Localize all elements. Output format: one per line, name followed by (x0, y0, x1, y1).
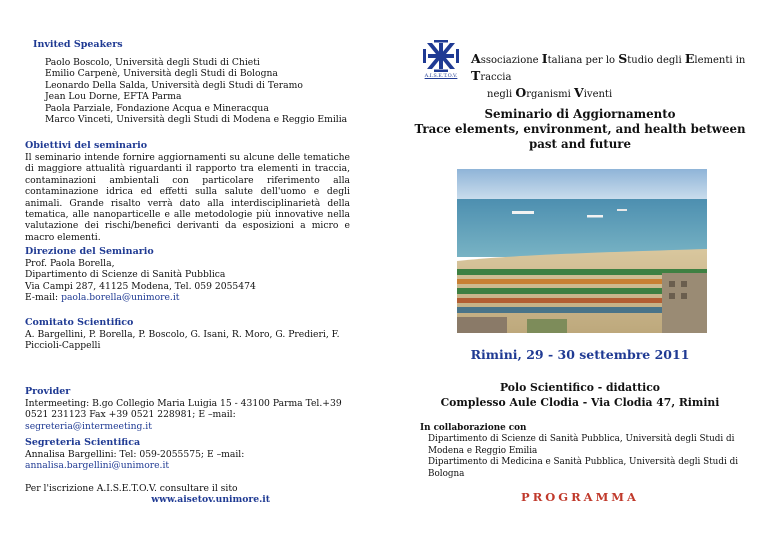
association-initial: V (574, 85, 584, 100)
venue-line: Complesso Aule Clodia - Via Clodia 47, Rimini (440, 396, 720, 409)
association-name (471, 51, 746, 102)
registration-text: Per l'iscrizione A.I.S.E.T.O.V. consultare il sito (25, 483, 238, 494)
committee-title: Comitato Scientifico (25, 317, 134, 328)
provider-title: Provider (25, 386, 71, 397)
seminar-title (410, 107, 750, 152)
secretariat-email-link[interactable]: annalisa.bargellini@unimore.it (25, 460, 170, 472)
association-word: raccia (480, 72, 512, 83)
association-initial: A (471, 51, 481, 66)
logo-caption: A.I.S.E.T.O.V. (424, 73, 458, 79)
association-word: taliana per lo (547, 55, 619, 66)
association-word: tudio degli (627, 55, 685, 66)
aisetov-logo-icon (419, 40, 463, 86)
association-initial: I (541, 51, 548, 66)
venue-line: Polo Scientifico - didattico (499, 381, 661, 394)
committee-section (25, 317, 350, 352)
association-initial: E (684, 51, 695, 66)
association-line-2 (471, 85, 746, 102)
objectives-text: Il seminario intende fornire aggiornamenti su alcune delle tematiche di maggiore attualità riguardanti il rapporto tra elementi in traccia, contaminazioni ambientali con particolare riferimento alla contaminazione idrica ed effetti sulla salute dell'uomo e degli animali. Grande risalto verrà dato alla interdisciplinarietà della tematica, alle nanoparticelle e alle metodologie più innovative nella valutazione dei rischi/benefici derivanti da esposizioni a micro e macro elementi. (25, 152, 350, 243)
speaker-item: Marco Vinceti, Università degli Studi di Modena e Reggio Emilia (45, 114, 348, 126)
association-initial: T (471, 68, 481, 83)
objectives-section (25, 140, 350, 243)
registration-section (25, 483, 350, 506)
seminar-title-line: Seminario di Aggiornamento (484, 107, 676, 121)
secretariat-section (25, 437, 350, 472)
association-word: negli (487, 89, 516, 100)
secretariat-text: Annalisa Bargellini: Tel: 059-2055575; E –mail: (25, 449, 245, 460)
seminar-title-line: past and future (528, 137, 632, 151)
speaker-item: Paola Parziale, Fondazione Acqua e Mineracqua (45, 102, 269, 114)
direction-title: Direzione del Seminario (25, 246, 154, 257)
direction-email-label: E-mail: (25, 292, 62, 304)
speaker-item: Jean Lou Dorne, EFTA Parma (45, 91, 182, 103)
association-word: rganismi (526, 89, 575, 100)
association-word: lementi in (694, 55, 746, 66)
direction-line: Prof. Paola Borella, (25, 258, 115, 269)
provider-email-link[interactable]: segreteria@intermeeting.it (25, 420, 152, 432)
collaboration-line: Dipartimento di Scienze di Sanità Pubblica, Università degli Studi di (428, 434, 735, 444)
website-link[interactable]: www.aisetov.unimore.it (151, 494, 270, 506)
secretariat-title: Segreteria Scientifica (25, 437, 141, 448)
direction-section (25, 246, 350, 304)
invited-speakers-title: Invited Speakers (33, 39, 123, 50)
speaker-item: Leonardo Della Salda, Università degli Studi di Teramo (45, 79, 303, 91)
committee-text: A. Bargellini, P. Borella, P. Boscolo, G. Isani, R. Moro, G. Predieri, F. Piccioli-Cappelli (25, 329, 340, 352)
association-initial: O (515, 85, 527, 100)
beach-photo (457, 169, 707, 333)
association-line-1 (471, 51, 746, 85)
association-word: iventi (583, 89, 613, 100)
event-dates: Rimini, 29 - 30 settembre 2011 (470, 347, 690, 362)
venue (410, 380, 750, 410)
speaker-item: Paolo Boscolo, Università degli Studi di Chieti (45, 57, 260, 68)
seminar-title-line: Trace elements, environment, and health between (414, 122, 746, 136)
provider-section (25, 386, 350, 432)
speaker-item: Emilio Carpenè, Università degli Studi di Bologna (45, 68, 278, 80)
collaboration-title: In collaborazione con (420, 423, 527, 433)
association-initial: S (618, 51, 628, 66)
programme-heading: PROGRAMMA (521, 490, 639, 504)
association-word: ssociazione (480, 55, 542, 66)
direction-email-link[interactable]: paola.borella@unimore.it (61, 292, 180, 304)
direction-line: Dipartimento di Scienze di Sanità Pubblica (25, 269, 226, 281)
invited-speakers-section (33, 39, 363, 125)
objectives-title: Obiettivi del seminario (25, 140, 148, 151)
collaboration-line: Modena e Reggio Emilia (428, 445, 538, 456)
provider-text: Intermeeting: B.go Collegio Maria Luigia 15 - 43100 Parma Tel.+39 0521 231123 Fax +39 0521 228981; E –mail: (25, 398, 342, 421)
direction-line: Via Campi 287, 41125 Modena, Tel. 059 2055474 (25, 280, 256, 292)
collaboration-line: Bologna (428, 468, 465, 479)
collaboration-line: Dipartimento di Medicina e Sanità Pubblica, Università degli Studi di (428, 457, 739, 468)
collaboration-section (420, 422, 750, 480)
